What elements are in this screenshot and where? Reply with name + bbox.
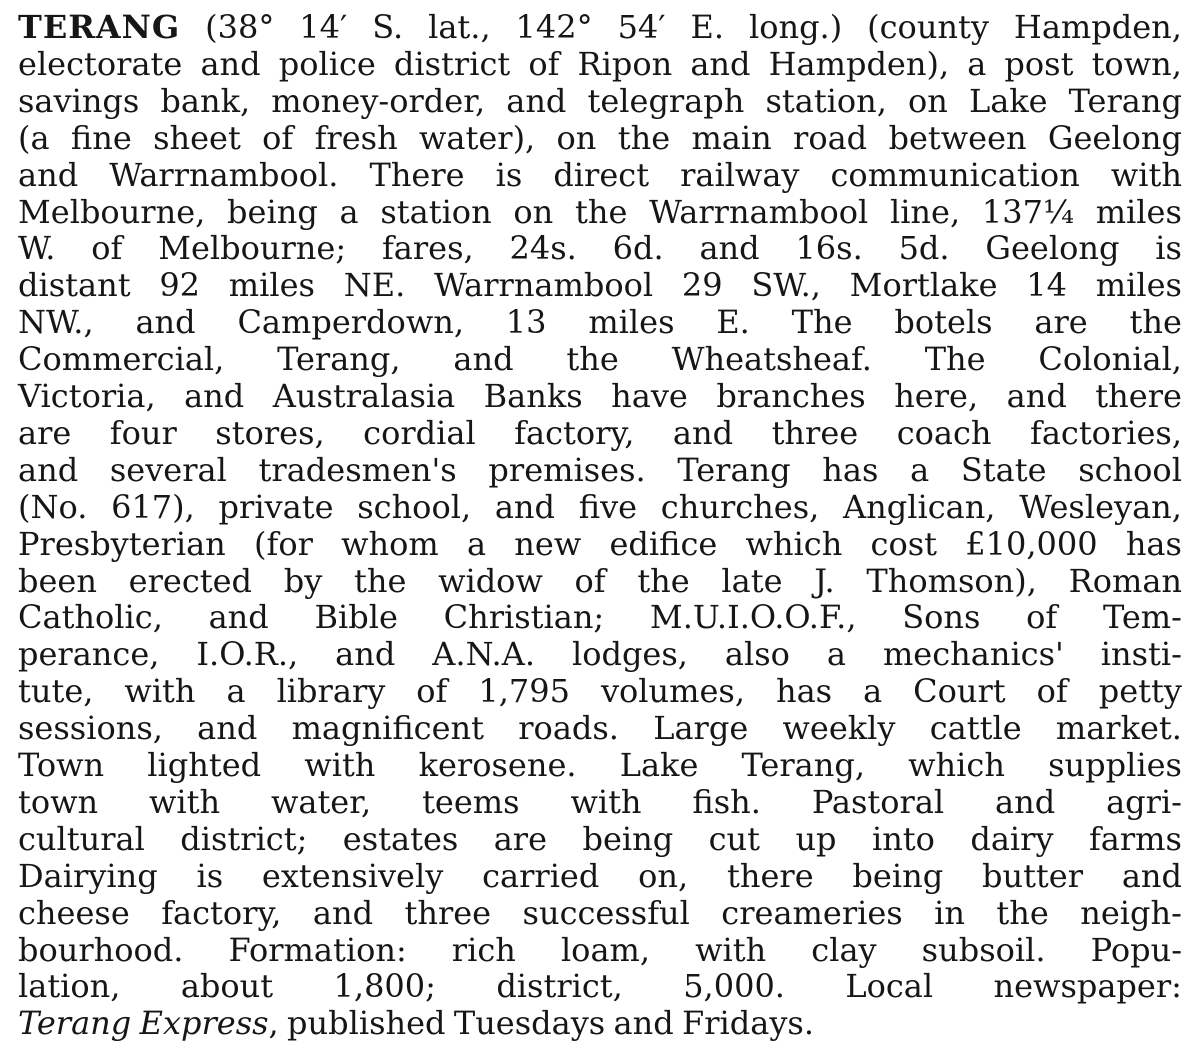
word: Terang — [1068, 81, 1182, 120]
word: Australasia — [272, 377, 456, 415]
word: with — [570, 782, 642, 821]
word: A.N.A. — [432, 635, 535, 674]
word: cut — [708, 819, 761, 858]
word: 617), — [111, 487, 195, 526]
word: cattle — [929, 709, 1022, 748]
word: and — [208, 598, 269, 637]
word: four — [109, 413, 177, 452]
word: sheet — [153, 118, 241, 157]
word: Popu- — [1090, 930, 1182, 969]
document-page — [18, 0, 1182, 1056]
word: of — [1026, 598, 1058, 637]
word: 13 — [505, 303, 547, 342]
word: rich — [451, 930, 516, 969]
word: The — [924, 340, 986, 379]
word: Warrnambool — [649, 192, 869, 231]
word: 14 — [1026, 266, 1067, 305]
word: factory, — [514, 413, 635, 452]
word: estates — [342, 819, 459, 858]
word: with — [304, 746, 376, 784]
word: carried — [482, 856, 600, 895]
word: savings — [18, 81, 140, 120]
word: SW., — [751, 266, 821, 305]
word: Bible — [314, 598, 398, 637]
word: (for — [254, 524, 313, 563]
word: and — [613, 1004, 674, 1043]
word: which — [908, 746, 1005, 784]
word: creameries — [721, 893, 903, 932]
word: station, — [765, 81, 887, 120]
text-line — [18, 157, 1182, 194]
word: of — [416, 672, 448, 711]
word: the — [637, 561, 690, 600]
text-line — [18, 932, 1182, 969]
word: and — [135, 303, 196, 342]
word: whom — [341, 524, 439, 563]
word: supplies — [1048, 746, 1182, 784]
word: miles — [1095, 266, 1182, 305]
word: and — [312, 893, 374, 932]
word: have — [611, 377, 688, 415]
text-line — [18, 784, 1182, 821]
word: Formation: — [228, 930, 407, 969]
word: mechanics' — [882, 635, 1064, 674]
word: district, — [496, 967, 623, 1006]
word: between — [888, 118, 1027, 157]
word: with — [695, 930, 767, 969]
word: fares, — [381, 229, 474, 268]
text-line — [18, 9, 1182, 46]
text-line — [18, 415, 1182, 452]
word: also — [724, 635, 790, 674]
word: and — [1121, 856, 1182, 895]
word: and — [184, 377, 245, 415]
word: fine — [70, 118, 132, 157]
word: petty — [1098, 672, 1182, 711]
word: bourhood. — [18, 930, 184, 969]
word: and — [506, 81, 567, 120]
word: Terang — [677, 450, 791, 489]
word: butter — [981, 856, 1084, 895]
word: insti- — [1100, 635, 1182, 674]
word: the — [1129, 303, 1182, 342]
text-line — [18, 673, 1182, 710]
word: Melbourne, — [18, 192, 206, 231]
word: five — [578, 487, 638, 526]
word: newspaper: — [993, 967, 1182, 1006]
word: a — [226, 672, 246, 711]
word: kerosene. — [418, 746, 577, 784]
word: being — [852, 856, 944, 895]
word: in — [934, 893, 965, 932]
word: E. — [690, 8, 725, 46]
word: been — [18, 561, 97, 600]
word: I.O.R., — [196, 635, 299, 674]
word: the — [617, 118, 671, 157]
word: subsoil. — [921, 930, 1046, 969]
word: farms — [1088, 819, 1182, 858]
word: there — [726, 856, 814, 895]
word: on, — [638, 856, 689, 895]
word: and — [18, 155, 79, 194]
word: bank, — [160, 81, 251, 120]
punctuation: , — [268, 1004, 279, 1043]
text-line — [18, 710, 1182, 747]
word: tradesmen's — [258, 450, 457, 489]
word: on — [908, 81, 948, 120]
word: Warrnambool — [434, 266, 654, 305]
word: neigh- — [1080, 893, 1182, 932]
word: the — [575, 192, 628, 231]
word: has — [1125, 524, 1182, 563]
word: Wesleyan, — [1019, 487, 1182, 526]
word: and — [18, 450, 79, 489]
word: Catholic, — [18, 598, 163, 637]
word: three — [771, 413, 859, 452]
word: (county — [867, 8, 989, 46]
word: a — [826, 635, 846, 674]
word: fresh — [314, 118, 398, 157]
word: S. — [372, 8, 404, 46]
text-line — [18, 83, 1182, 120]
word: miles — [228, 266, 315, 305]
word: Hampden), — [768, 44, 950, 83]
word: a — [967, 44, 987, 83]
word: lodges, — [571, 635, 688, 674]
word: lat., — [428, 8, 491, 46]
word: Commercial, — [18, 340, 225, 379]
word: there — [1095, 377, 1182, 415]
word: 5,000. — [683, 967, 785, 1006]
word: Anglican, — [843, 487, 996, 526]
word: Roman — [1068, 561, 1182, 600]
word: Tem- — [1102, 598, 1182, 637]
word: of — [262, 118, 294, 157]
text-line — [18, 489, 1182, 526]
word: being — [582, 819, 674, 858]
word: State — [960, 450, 1047, 489]
text-line — [18, 194, 1182, 231]
word: and — [995, 782, 1056, 821]
word: communication — [830, 155, 1080, 194]
text-line — [18, 341, 1182, 378]
word: roads. — [518, 709, 619, 748]
word: telegraph — [587, 81, 745, 120]
word: of — [91, 229, 123, 268]
word: new — [514, 524, 582, 563]
text-line — [18, 895, 1182, 932]
word: are — [493, 819, 548, 858]
word: Banks — [483, 377, 583, 415]
word: is — [1155, 229, 1182, 268]
word: cultural — [18, 819, 145, 858]
word: tute, — [18, 672, 94, 711]
word: by — [283, 561, 323, 600]
word: of — [528, 44, 560, 83]
word: £10,000 — [965, 524, 1098, 563]
text-line — [18, 821, 1182, 858]
word: Large — [653, 709, 749, 748]
word: 24s. — [509, 229, 577, 268]
word: water), — [419, 118, 536, 157]
word: Tuesdays — [453, 1004, 606, 1043]
text-line — [18, 304, 1182, 341]
word: library — [276, 672, 386, 711]
word: J. — [814, 561, 835, 600]
word: has — [775, 672, 833, 711]
word: cordial — [363, 413, 476, 452]
word: about — [180, 967, 274, 1006]
word: Terang, — [277, 340, 401, 379]
word: Town — [18, 746, 105, 784]
word: post — [1004, 44, 1074, 83]
word: school — [1078, 450, 1182, 489]
word: volumes, — [600, 672, 745, 711]
text-line — [18, 452, 1182, 489]
word: town — [18, 782, 99, 821]
word: on — [513, 192, 554, 231]
word: and — [699, 229, 760, 268]
word: Warrnambool. — [109, 155, 339, 194]
word: and — [453, 340, 514, 379]
word: Melbourne; — [158, 229, 347, 268]
word: published — [287, 1004, 446, 1043]
word: cheese — [18, 893, 130, 932]
word: Express, — [139, 1004, 279, 1043]
word: 6d. — [612, 229, 664, 268]
word: town, — [1091, 44, 1182, 83]
word: Court — [913, 672, 1006, 711]
word: Presbyterian — [18, 524, 226, 563]
word: 29 — [681, 266, 723, 305]
word: 16s. — [795, 229, 863, 268]
word: and — [335, 635, 396, 674]
word: miles — [588, 303, 675, 342]
word: 92 — [159, 266, 201, 305]
text-line — [18, 599, 1182, 636]
word: a — [339, 192, 359, 231]
text-line — [18, 46, 1182, 83]
word: Sons — [902, 598, 981, 637]
word: dairy — [970, 819, 1054, 858]
word: edifice — [609, 524, 718, 563]
word: 142° — [515, 8, 593, 46]
word: the — [996, 893, 1049, 932]
word: Geelong — [1047, 118, 1182, 157]
word: line, — [889, 192, 961, 231]
text-line — [18, 968, 1182, 1005]
word: district — [393, 44, 511, 83]
word: clay — [811, 930, 877, 969]
word: Fridays. — [682, 1004, 814, 1043]
word: railway — [680, 155, 800, 194]
word: three — [404, 893, 492, 932]
word: electorate — [18, 44, 183, 83]
word: Mortlake — [849, 266, 998, 305]
word: of — [574, 561, 606, 600]
word: coach — [896, 413, 992, 452]
text-line — [18, 636, 1182, 673]
word: distant — [18, 266, 131, 305]
word: district; — [180, 819, 308, 858]
word: Ripon — [577, 44, 673, 83]
word: Terang — [18, 1004, 132, 1043]
word: (a — [18, 118, 50, 157]
word: loam, — [560, 930, 651, 969]
word: late — [721, 561, 783, 600]
word: main — [691, 118, 772, 157]
word: are — [1034, 303, 1088, 342]
word: and — [200, 44, 261, 83]
word: Hampden, — [1013, 8, 1182, 46]
word: is — [196, 856, 224, 895]
word: premises. — [488, 450, 646, 489]
word: money-order, — [271, 81, 486, 120]
word: agri- — [1106, 782, 1182, 821]
word: branches — [716, 377, 866, 415]
word: long.) — [748, 8, 843, 46]
word: NW., — [18, 303, 94, 342]
word: Lake — [619, 746, 699, 784]
word: and — [672, 413, 734, 452]
word: miles — [1095, 192, 1182, 231]
word: into — [871, 819, 935, 858]
word: magnificent — [291, 709, 484, 748]
word: Wheatsheaf. — [671, 340, 872, 379]
word: lighted — [147, 746, 262, 784]
word: Dairying — [18, 856, 158, 895]
word: 1,795 — [478, 672, 570, 711]
word: police — [278, 44, 376, 83]
word: Christian; — [443, 598, 605, 637]
word: here, — [894, 377, 979, 415]
word: station — [380, 192, 492, 231]
word: Pastoral — [811, 782, 945, 821]
word: with — [149, 782, 221, 821]
word: a — [910, 450, 930, 489]
text-line — [18, 1005, 1182, 1042]
word: has — [822, 450, 879, 489]
word: a — [863, 672, 883, 711]
word: lation, — [18, 967, 121, 1006]
word: factories, — [1029, 413, 1182, 452]
word: Camperdown, — [237, 303, 464, 342]
word: are — [18, 413, 72, 452]
word: on — [556, 118, 597, 157]
word: school, — [357, 487, 472, 526]
word: extensively — [261, 856, 444, 895]
word: The — [791, 303, 853, 342]
word: (38° — [205, 8, 275, 46]
word: private — [218, 487, 334, 526]
word: of — [1036, 672, 1068, 711]
word: 137¼ — [981, 192, 1074, 231]
word: being — [227, 192, 318, 231]
word: 14′ — [299, 8, 348, 46]
word: Victoria, — [18, 377, 156, 415]
word: is — [495, 155, 523, 194]
text-line — [18, 747, 1182, 784]
word: 54′ — [617, 8, 666, 46]
word: botels — [894, 303, 993, 342]
word: the — [566, 340, 619, 379]
text-line — [18, 230, 1182, 267]
text-line — [18, 526, 1182, 563]
word: and — [494, 487, 555, 526]
word: 5d. — [898, 229, 950, 268]
word: the — [353, 561, 407, 600]
text-line — [18, 267, 1182, 304]
text-line — [18, 378, 1182, 415]
text-line — [18, 120, 1182, 157]
word: several — [109, 450, 227, 489]
word: NE. — [343, 266, 406, 305]
word: There — [369, 155, 465, 194]
word: water, — [270, 782, 372, 821]
word: TERANG — [18, 8, 181, 46]
word: a — [466, 524, 487, 563]
word: Colonial, — [1038, 340, 1182, 379]
word: fish. — [692, 782, 761, 821]
word: (No. — [18, 487, 88, 526]
word: W. — [18, 229, 56, 268]
word: road — [793, 118, 868, 157]
word: 1,800; — [333, 967, 436, 1006]
word: Terang, — [741, 746, 865, 784]
word: stores, — [215, 413, 325, 452]
word: factory, — [161, 893, 282, 932]
word: Lake — [968, 81, 1048, 120]
word: erected — [128, 561, 253, 600]
word: with — [124, 672, 196, 711]
word: widow — [438, 561, 543, 600]
word: Thomson), — [866, 561, 1037, 600]
word: direct — [553, 155, 650, 194]
word: successful — [522, 893, 690, 932]
text-line — [18, 563, 1182, 600]
word: and — [1006, 377, 1067, 415]
word: Geelong — [985, 229, 1120, 268]
word: and — [690, 44, 751, 83]
word: and — [197, 709, 258, 748]
word: with — [1110, 155, 1182, 194]
word: perance, — [18, 635, 160, 674]
word: E. — [716, 303, 750, 342]
word: M.U.I.O.O.F., — [649, 598, 857, 637]
word: teems — [422, 782, 520, 821]
word: which — [745, 524, 843, 563]
word: churches, — [660, 487, 820, 526]
word: Local — [845, 967, 934, 1006]
word: sessions, — [18, 709, 163, 748]
text-line — [18, 858, 1182, 895]
word: market. — [1055, 709, 1182, 748]
word: weekly — [782, 709, 896, 748]
word: cost — [870, 524, 938, 563]
word: up — [795, 819, 837, 858]
